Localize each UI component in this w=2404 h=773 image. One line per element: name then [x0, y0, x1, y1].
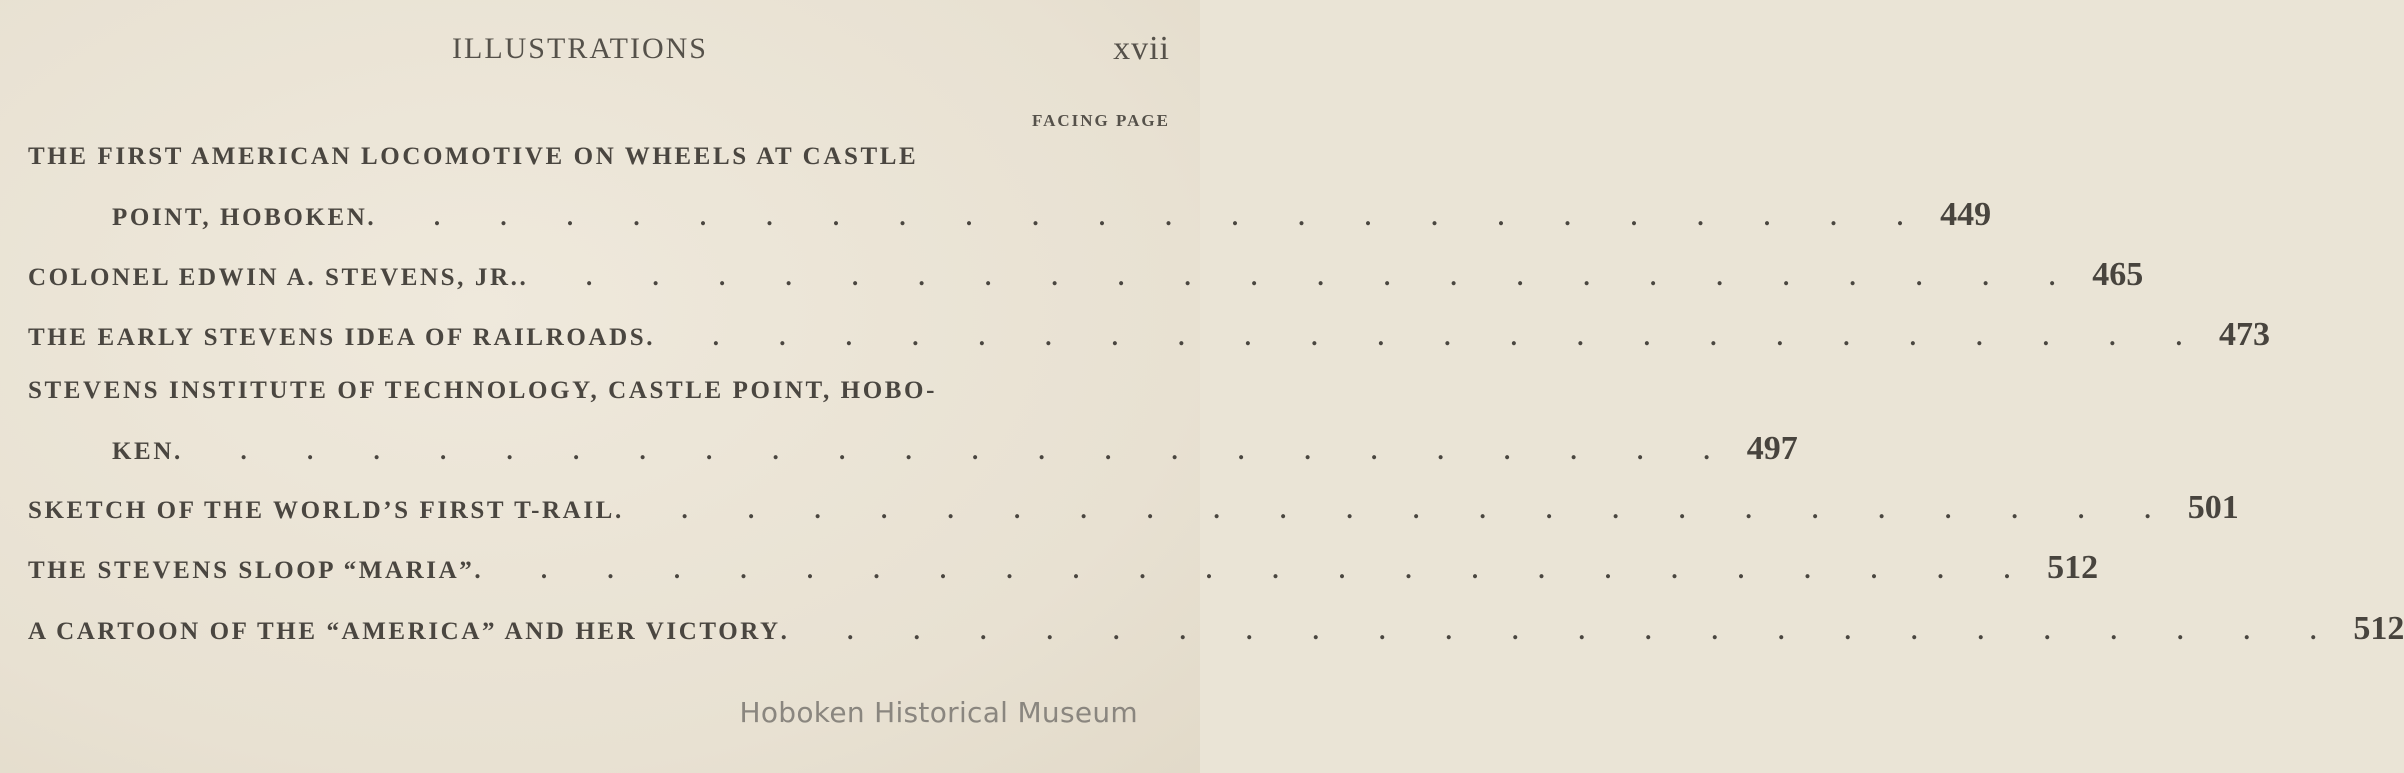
museum-watermark: Hoboken Historical Museum	[739, 696, 1138, 729]
entry-page-number: 512	[2047, 549, 2099, 586]
dot-leader: . . . . . . . . . . . . . . . . . . . . . . . .	[780, 618, 2344, 645]
dot-leader: . . . . . . . . . . . . . . . . . . . . . . . .	[614, 497, 2178, 524]
entry-page-number: 473	[2218, 316, 2270, 353]
entry-page-number: 465	[2092, 256, 2144, 293]
entry-page-number: 449	[1940, 196, 1992, 233]
running-head: ILLUSTRATIONS	[452, 32, 708, 65]
entry-page-number: 512	[2353, 610, 2404, 647]
dot-leader: . . . . . . . . . . . . . . . . . . . . . . . .	[173, 438, 1737, 465]
list-item-2: COLONEL EDWIN A. STEVENS, JR. . . . . . . . . . . . . . . . . . . . . . . . . 465	[28, 256, 2144, 293]
facing-page-label: FACING PAGE	[1031, 111, 1170, 130]
list-item-5: SKETCH OF THE WORLD’S FIRST T-RAIL . . . . . . . . . . . . . . . . . . . . . . . . 501	[28, 489, 2239, 526]
list-item-7: A CARTOON OF THE “AMERICA” AND HER VICTORY . . . . . . . . . . . . . . . . . . . . . . . . 512	[28, 610, 2404, 647]
dot-leader: . . . . . . . . . . . . . . . . . . . . . . . .	[646, 324, 2209, 351]
list-item-4-line-2: KEN . . . . . . . . . . . . . . . . . . . . . . . . 497	[112, 430, 1798, 467]
page-number-folio: xvii	[1113, 30, 1170, 67]
list-item-1-line-1: THE FIRST AMERICAN LOCOMOTIVE ON WHEELS AT CASTLE	[28, 143, 919, 170]
dot-leader: . . . . . . . . . . . . . . . . . . . . . . . .	[367, 204, 1931, 231]
list-item-1-line-2: POINT, HOBOKEN . . . . . . . . . . . . . . . . . . . . . . . . 449	[112, 196, 1992, 233]
list-item-6: THE STEVENS SLOOP “MARIA” . . . . . . . . . . . . . . . . . . . . . . . . 512	[28, 549, 2099, 586]
dot-leader: . . . . . . . . . . . . . . . . . . . . . . . .	[474, 557, 2038, 584]
entry-page-number: 497	[1746, 430, 1798, 467]
entry-page-number: 501	[2187, 489, 2239, 526]
dot-leader: . . . . . . . . . . . . . . . . . . . . . . . .	[519, 264, 2083, 291]
list-item-3: THE EARLY STEVENS IDEA OF RAILROADS . . . . . . . . . . . . . . . . . . . . . . . . 473	[28, 316, 2270, 353]
list-item-4-line-1: STEVENS INSTITUTE OF TECHNOLOGY, CASTLE POINT, HOBO-	[28, 377, 938, 404]
